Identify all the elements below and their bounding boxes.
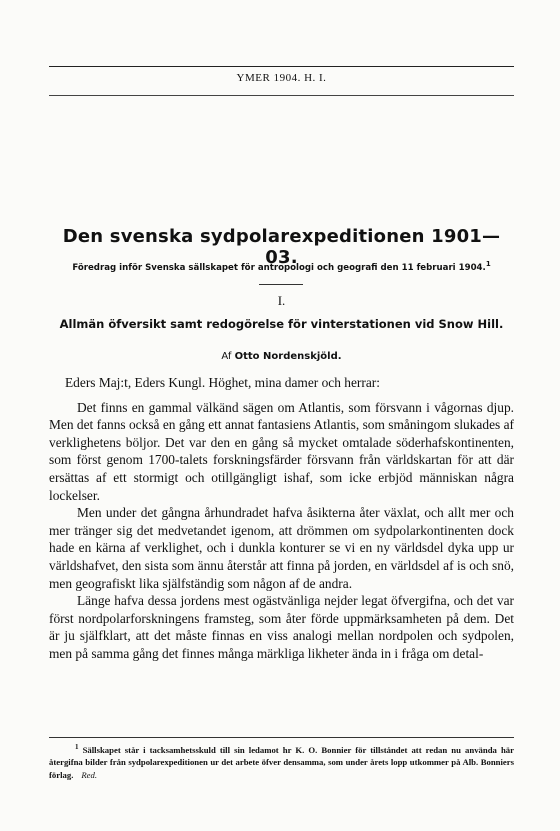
footnote-text: Sällskapet står i tacksamhetsskuld till sin ledamot hr K. O. Bonnier för tillståndet att redan nu använda här återgifna bilder från sydpolarexpeditionen ur det arbete öfver densamma, som under årets lopp utkommer på Alb. Bonniers förlag. [49,744,515,781]
body-paragraph: Länge hafva dessa jordens mest ogästvänliga nejder legat öfvergifna, och det var först nordpolarforskningens framsteg, som åter förde uppmärksamheten på dem. Det är ju själfklart, att det måste finnas en viss analogi mellan nordpolen och sydpolen, men på samma gång det finnes många märkliga likheter ända in i fråga om detal- [49,593,514,661]
body-paragraph: Det finns en gammal välkänd sägen om Atlantis, som försvann i vågornas djup. Men det fanns också en gång ett annat fantasiens Atlantis, som småningom slukades af verklighetens böljor. Det var den en gång så mycket omtalade söderhafskontinenten, som först genom 1700-talets forskningsfärder försvann från världskartan för att där ersättas af ett stormigt och otillgängligt ishaf, som icke erbjöd människan några lockelser. [49,399,514,503]
running-header: YMER 1904. H. I. [236,72,327,84]
footnote-marker: 1 [485,260,491,268]
footnote-editor-ref: Red. [81,770,98,781]
article-title: Den svenska sydpolarexpeditionen 1901—03. [62,226,501,268]
byline [49,351,514,362]
body-paragraph: Men under det gångna århundradet hafva åsikterna åter växlat, och allt mer och mer tränger sig det medvetandet igenom, att drömmen om sydpolarkontinenten dock hade en kärna af verklighet, och i dunkla konturer se vi en ny världsdel dyka upp ur världshafvet, den sista som ännu återstår att finna på jorden, en världsdel af is och snö, men geografiskt lika själfständig som någon af de andra. [49,505,514,591]
subtitle-text: Föredrag inför Svenska sällskapet för antropologi och geografi den 11 februari 1904. [72,262,486,273]
footnote-mark: 1 [75,743,79,751]
header-rule-top [49,66,514,67]
footnote-body [49,741,514,782]
section-heading: Allmän öfversikt samt redogörelse för vinterstationen vid Snow Hill. [59,317,504,331]
article-subtitle [49,260,514,273]
footnote-rule [49,737,514,738]
footnote [49,741,514,782]
title-divider [259,284,303,285]
article-body [49,374,514,663]
header-rule-bottom [49,95,514,96]
section-number: I. [277,293,286,308]
salutation: Eders Maj:t, Eders Kungl. Höghet, mina damer och herrar: [65,375,380,390]
byline-author: Otto Nordenskjöld. [234,351,342,362]
byline-prefix: Af [221,351,232,362]
